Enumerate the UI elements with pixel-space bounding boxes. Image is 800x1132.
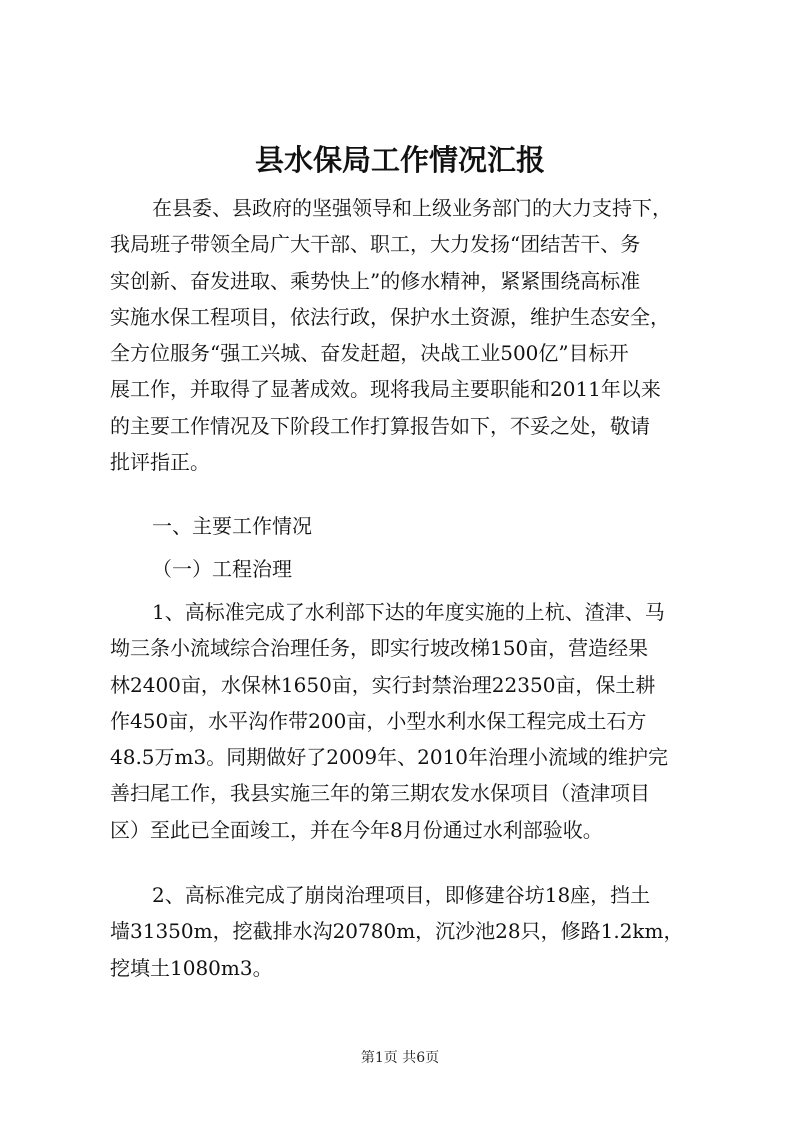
paragraph-line: 实创新、奋发进取、乘势快上”的修水精神，紧紧围绕高标准 — [110, 268, 641, 293]
section-heading — [110, 508, 700, 544]
document-title: 县水保局工作情况汇报 — [254, 143, 545, 177]
subsection-heading — [110, 551, 700, 587]
paragraph-line: 展工作，并取得了显著成效。现将我局主要职能和2011年以来 — [110, 377, 661, 402]
paragraph-line: 善扫尾工作，我县实施三年的第三期农发水保项目（渣津项目 — [110, 781, 650, 806]
subsection-heading-text: （一）工程治理 — [152, 557, 292, 581]
paragraph-item-1 — [110, 594, 700, 848]
paragraph-line: 区）至此已全面竣工，并在今年8月份通过水利部验收。 — [110, 817, 603, 842]
paragraph-line: 坳三条小流域综合治理任务，即实行坡改梯150亩，营造经果 — [110, 636, 649, 661]
paragraph-line: 在县委、县政府的坚强领导和上级业务部门的大力支持下， — [152, 196, 672, 220]
paragraph-line: 挖填土1080m3。 — [110, 955, 273, 980]
section-heading-text: 一、主要工作情况 — [152, 514, 312, 538]
paragraph-line: 墙31350m，挖截排水沟20780m，沉沙池28只，修路1.2km， — [110, 919, 684, 944]
paragraph-line: 我局班子带领全局广大干部、职工，大力发扬“团结苦干、务 — [110, 232, 641, 257]
paragraph-line: 2、高标准完成了崩岗治理项目，即修建谷坊18座，挡土 — [152, 883, 651, 907]
paragraph-item-2 — [110, 877, 700, 986]
paragraph-line: 全方位服务“强工兴城、奋发赶超，决战工业500亿”目标开 — [110, 341, 629, 366]
paragraph-intro — [110, 190, 700, 480]
paragraph-line: 的主要工作情况及下阶段工作打算报告如下，不妥之处，敬请 — [110, 413, 650, 438]
page-footer: 第1页 共6页 — [360, 1050, 440, 1066]
paragraph-line: 实施水保工程项目，依法行政，保护水土资源，维护生态安全， — [110, 304, 670, 329]
paragraph-line: 48.5万m3。同期做好了2009年、2010年治理小流域的维护完 — [110, 745, 669, 770]
paragraph-line: 林2400亩，水保林1650亩，实行封禁治理22350亩，保土耕 — [110, 672, 656, 697]
paragraph-line: 作450亩，水平沟作带200亩，小型水利水保工程完成土石方 — [110, 708, 647, 733]
paragraph-line: 1、高标准完成了水利部下达的年度实施的上杭、渣津、马 — [152, 600, 665, 624]
paragraph-line: 批评指正。 — [110, 450, 210, 475]
